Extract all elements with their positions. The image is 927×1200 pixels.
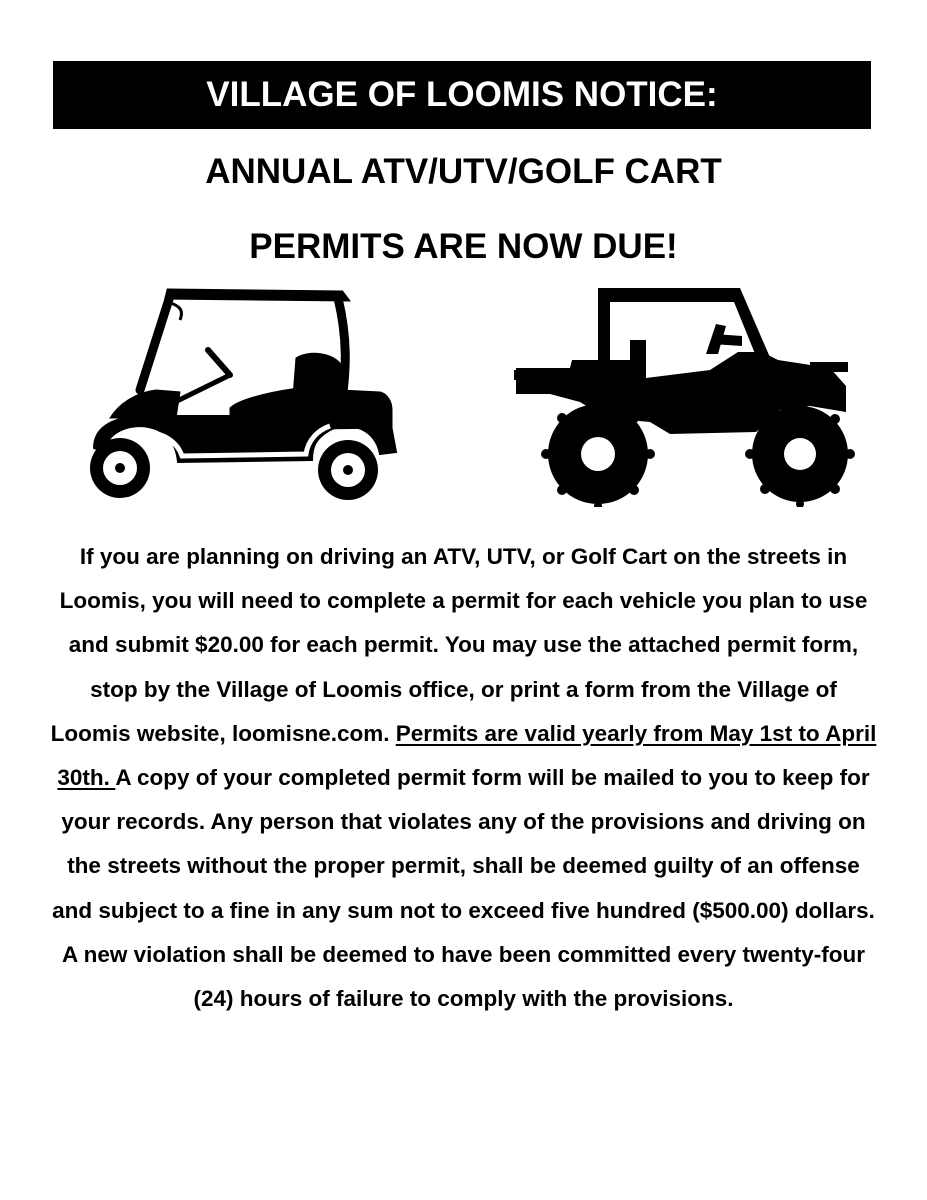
headline-line-1: ANNUAL ATV/UTV/GOLF CART (205, 152, 722, 191)
body-text-part-1: If you are planning on driving an ATV, UTV, or Golf Cart on the streets in Loomis, you will need to complete a permit for each vehicle you plan to use and submit $20.00 for each permit. You may use the attached permit form, stop by the Village of Loomis office, or print a form from the Village of Loomis website, loomisne.com. (50, 544, 868, 746)
headline-line-2: PERMITS ARE NOW DUE! (249, 227, 678, 266)
notice-body (50, 535, 877, 1021)
permit-validity-text: Permits are valid yearly from May 1st to April 30th. (57, 720, 877, 791)
utv-icon (510, 282, 860, 507)
body-text-part-2: A copy of your completed permit form will be mailed to you to keep for your records. Any person that violates any of the provisions and driving on the streets without the proper permit, shall be deemed guilty of an offense and subject to a fine in any sum not to exceed five hundred ($500.00) dollars. A new violation shall be deemed to have been committed every twenty-four (24) hours of failure to comply with the provisions. (52, 765, 875, 1012)
banner-title: VILLAGE OF LOOMIS NOTICE: (206, 75, 718, 114)
golf-cart-icon (80, 280, 400, 510)
notice-banner (53, 61, 871, 129)
